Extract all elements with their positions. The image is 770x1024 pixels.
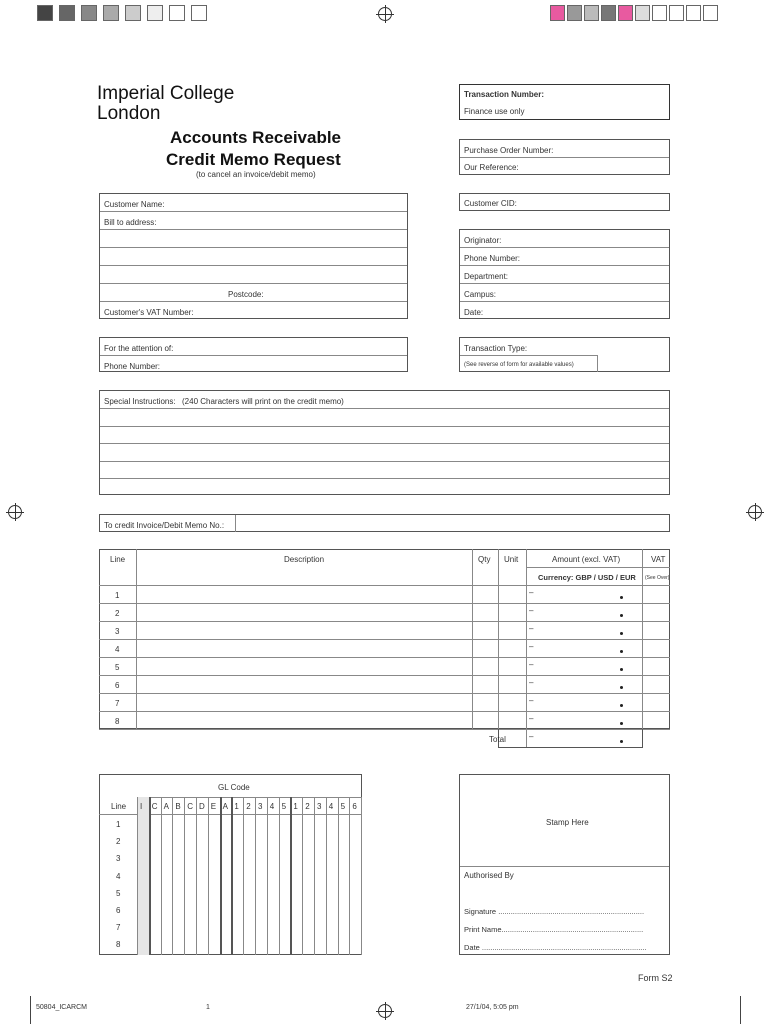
originator-phone-label: Phone Number: bbox=[464, 254, 521, 263]
print-name-line: Print Name.................................................................... bbox=[464, 925, 644, 934]
registration-mark-icon bbox=[748, 505, 762, 519]
signature-line: Signature ...................................................................... bbox=[464, 907, 645, 916]
gl-line-number: 6 bbox=[116, 906, 121, 915]
special-instructions-label: Special Instructions: bbox=[104, 397, 176, 406]
gl-column-header: 5 bbox=[281, 802, 287, 811]
line-number: 2 bbox=[115, 609, 120, 618]
college-name-line2: London bbox=[97, 103, 161, 124]
line-number: 4 bbox=[115, 645, 120, 654]
crop-mark bbox=[740, 996, 741, 1024]
color-swatch bbox=[169, 5, 185, 21]
decimal-point bbox=[620, 596, 623, 599]
gl-column-header: 3 bbox=[317, 802, 322, 811]
gl-line-number: 7 bbox=[116, 923, 121, 933]
amount-dash: – bbox=[529, 642, 534, 651]
gl-column-header: A bbox=[163, 802, 169, 811]
footer-date: 27/1/04, 5:05 pm bbox=[466, 1004, 519, 1011]
decimal-point bbox=[620, 722, 623, 725]
form-id: Form S2 bbox=[638, 973, 673, 983]
gl-line-number: 5 bbox=[116, 888, 121, 898]
total-row bbox=[498, 729, 643, 748]
special-instructions-note: (240 Characters will print on the credit memo) bbox=[182, 397, 344, 406]
gl-column-header: 1 bbox=[293, 802, 298, 811]
our-reference-label: Our Reference: bbox=[464, 163, 519, 172]
decimal-point bbox=[620, 650, 623, 653]
col-vat-header: VAT bbox=[651, 555, 666, 564]
color-swatch bbox=[81, 5, 97, 21]
line-number: 1 bbox=[115, 591, 120, 600]
line-number: 7 bbox=[115, 699, 120, 708]
registration-mark-icon bbox=[8, 505, 22, 519]
attention-phone-label: Phone Number: bbox=[104, 362, 161, 371]
customer-cid-label: Customer CID: bbox=[464, 199, 517, 208]
date-line: Date ............................................................................... bbox=[464, 943, 647, 952]
gl-line-number: 3 bbox=[116, 854, 121, 864]
color-swatch bbox=[652, 5, 667, 21]
form-title-line2: Credit Memo Request bbox=[166, 150, 341, 169]
amount-dash: – bbox=[529, 696, 534, 705]
po-reference-box bbox=[459, 139, 670, 175]
transaction-number-box bbox=[459, 84, 670, 120]
amount-dash: – bbox=[529, 606, 534, 615]
gl-column-header: B bbox=[175, 802, 181, 811]
decimal-point bbox=[620, 686, 623, 689]
color-swatch bbox=[601, 5, 616, 21]
purchase-order-label: Purchase Order Number: bbox=[464, 146, 554, 155]
col-description-header: Description bbox=[284, 555, 325, 564]
gl-column-header: 2 bbox=[246, 802, 251, 811]
gl-line-number: 4 bbox=[116, 871, 121, 881]
gl-column-header: I bbox=[140, 802, 143, 811]
originator-label: Originator: bbox=[464, 236, 502, 245]
amount-dash: – bbox=[529, 660, 534, 669]
authorised-by-label: Authorised By bbox=[464, 871, 514, 880]
footer-file: 50804_ICARCM bbox=[36, 1004, 87, 1011]
see-overleaf-note: (See Over) bbox=[645, 575, 670, 581]
color-swatch bbox=[191, 5, 207, 21]
date-label: Date: bbox=[464, 308, 484, 317]
college-name-line1: Imperial College bbox=[97, 83, 235, 104]
attention-box bbox=[99, 337, 408, 372]
gl-column-header: D bbox=[199, 802, 205, 811]
gl-column-header: 6 bbox=[352, 802, 357, 811]
gl-column-header: 4 bbox=[328, 802, 334, 811]
decimal-point bbox=[620, 668, 623, 671]
gl-column-header: 2 bbox=[305, 802, 310, 811]
originator-box bbox=[459, 229, 670, 319]
color-swatch bbox=[584, 5, 599, 21]
department-label: Department: bbox=[464, 272, 509, 281]
color-swatch bbox=[125, 5, 141, 21]
gl-line-number: 8 bbox=[116, 940, 121, 950]
color-swatch bbox=[567, 5, 582, 21]
color-swatch bbox=[59, 5, 75, 21]
stamp-here-label: Stamp Here bbox=[546, 818, 589, 827]
gl-line-number: 1 bbox=[116, 820, 121, 829]
see-reverse-note: (See reverse of form for available values) bbox=[464, 362, 574, 368]
decimal-point bbox=[620, 614, 623, 617]
color-swatch bbox=[669, 5, 684, 21]
color-swatch bbox=[37, 5, 53, 21]
gl-column-header: E bbox=[210, 802, 217, 811]
amount-dash: – bbox=[529, 714, 534, 723]
color-swatch bbox=[147, 5, 163, 21]
crop-mark bbox=[30, 996, 31, 1024]
vat-number-label: Customer's VAT Number: bbox=[104, 308, 194, 317]
customer-address-box bbox=[99, 193, 408, 319]
finance-use-label: Finance use only bbox=[464, 107, 525, 116]
amount-dash: – bbox=[529, 678, 534, 687]
attention-label: For the attention of: bbox=[104, 344, 174, 353]
currency-label: Currency: GBP / USD / EUR bbox=[538, 573, 636, 582]
bill-to-label: Bill to address: bbox=[104, 218, 157, 227]
credit-invoice-label: To credit Invoice/Debit Memo No.: bbox=[104, 521, 225, 530]
campus-label: Campus: bbox=[464, 290, 497, 299]
transaction-type-label: Transaction Type: bbox=[464, 344, 528, 353]
gl-column-header: C bbox=[187, 802, 193, 811]
customer-cid-box bbox=[459, 193, 670, 211]
decimal-point bbox=[620, 740, 623, 743]
credit-invoice-box bbox=[99, 514, 670, 532]
gl-column-header: 1 bbox=[234, 802, 239, 811]
special-instructions-box bbox=[99, 390, 670, 495]
form-subtitle: (to cancel an invoice/debit memo) bbox=[196, 170, 316, 179]
color-swatch bbox=[635, 5, 650, 21]
form-title-line1: Accounts Receivable bbox=[170, 128, 342, 147]
col-amount-header: Amount (excl. VAT) bbox=[552, 555, 621, 564]
gl-column-header: C bbox=[151, 802, 158, 811]
registration-mark-icon bbox=[378, 1004, 392, 1018]
gl-line-header: Line bbox=[111, 802, 127, 811]
color-swatch bbox=[550, 5, 565, 21]
transaction-type-box bbox=[459, 337, 670, 372]
line-number: 3 bbox=[115, 627, 120, 636]
color-swatch bbox=[686, 5, 701, 21]
postcode-label: Postcode: bbox=[228, 290, 264, 299]
amount-dash: – bbox=[529, 624, 534, 633]
stamp-box bbox=[459, 774, 670, 955]
line-number: 5 bbox=[115, 663, 120, 672]
gl-title: GL Code bbox=[218, 783, 250, 792]
amount-dash: – bbox=[529, 588, 534, 597]
color-swatch bbox=[103, 5, 119, 21]
color-swatch bbox=[703, 5, 718, 21]
col-qty-header: Qty bbox=[478, 555, 491, 564]
decimal-point bbox=[620, 704, 623, 707]
footer-page: 1 bbox=[206, 1004, 210, 1011]
gl-line-number: 2 bbox=[116, 837, 121, 847]
col-unit-header: Unit bbox=[504, 555, 519, 564]
line-number: 6 bbox=[115, 681, 120, 690]
color-swatch bbox=[618, 5, 633, 21]
registration-mark-icon bbox=[378, 7, 392, 21]
gl-column-header: 5 bbox=[340, 802, 346, 811]
total-dash: – bbox=[529, 732, 534, 741]
col-line-header: Line bbox=[110, 555, 126, 564]
gl-column-header: A bbox=[222, 802, 228, 811]
line-number: 8 bbox=[115, 717, 120, 726]
decimal-point bbox=[620, 632, 623, 635]
transaction-number-label: Transaction Number: bbox=[464, 90, 545, 99]
gl-column-header: 4 bbox=[269, 802, 275, 811]
customer-name-label: Customer Name: bbox=[104, 200, 165, 209]
gl-column-header: 3 bbox=[258, 802, 263, 811]
total-label: Total bbox=[489, 735, 506, 744]
